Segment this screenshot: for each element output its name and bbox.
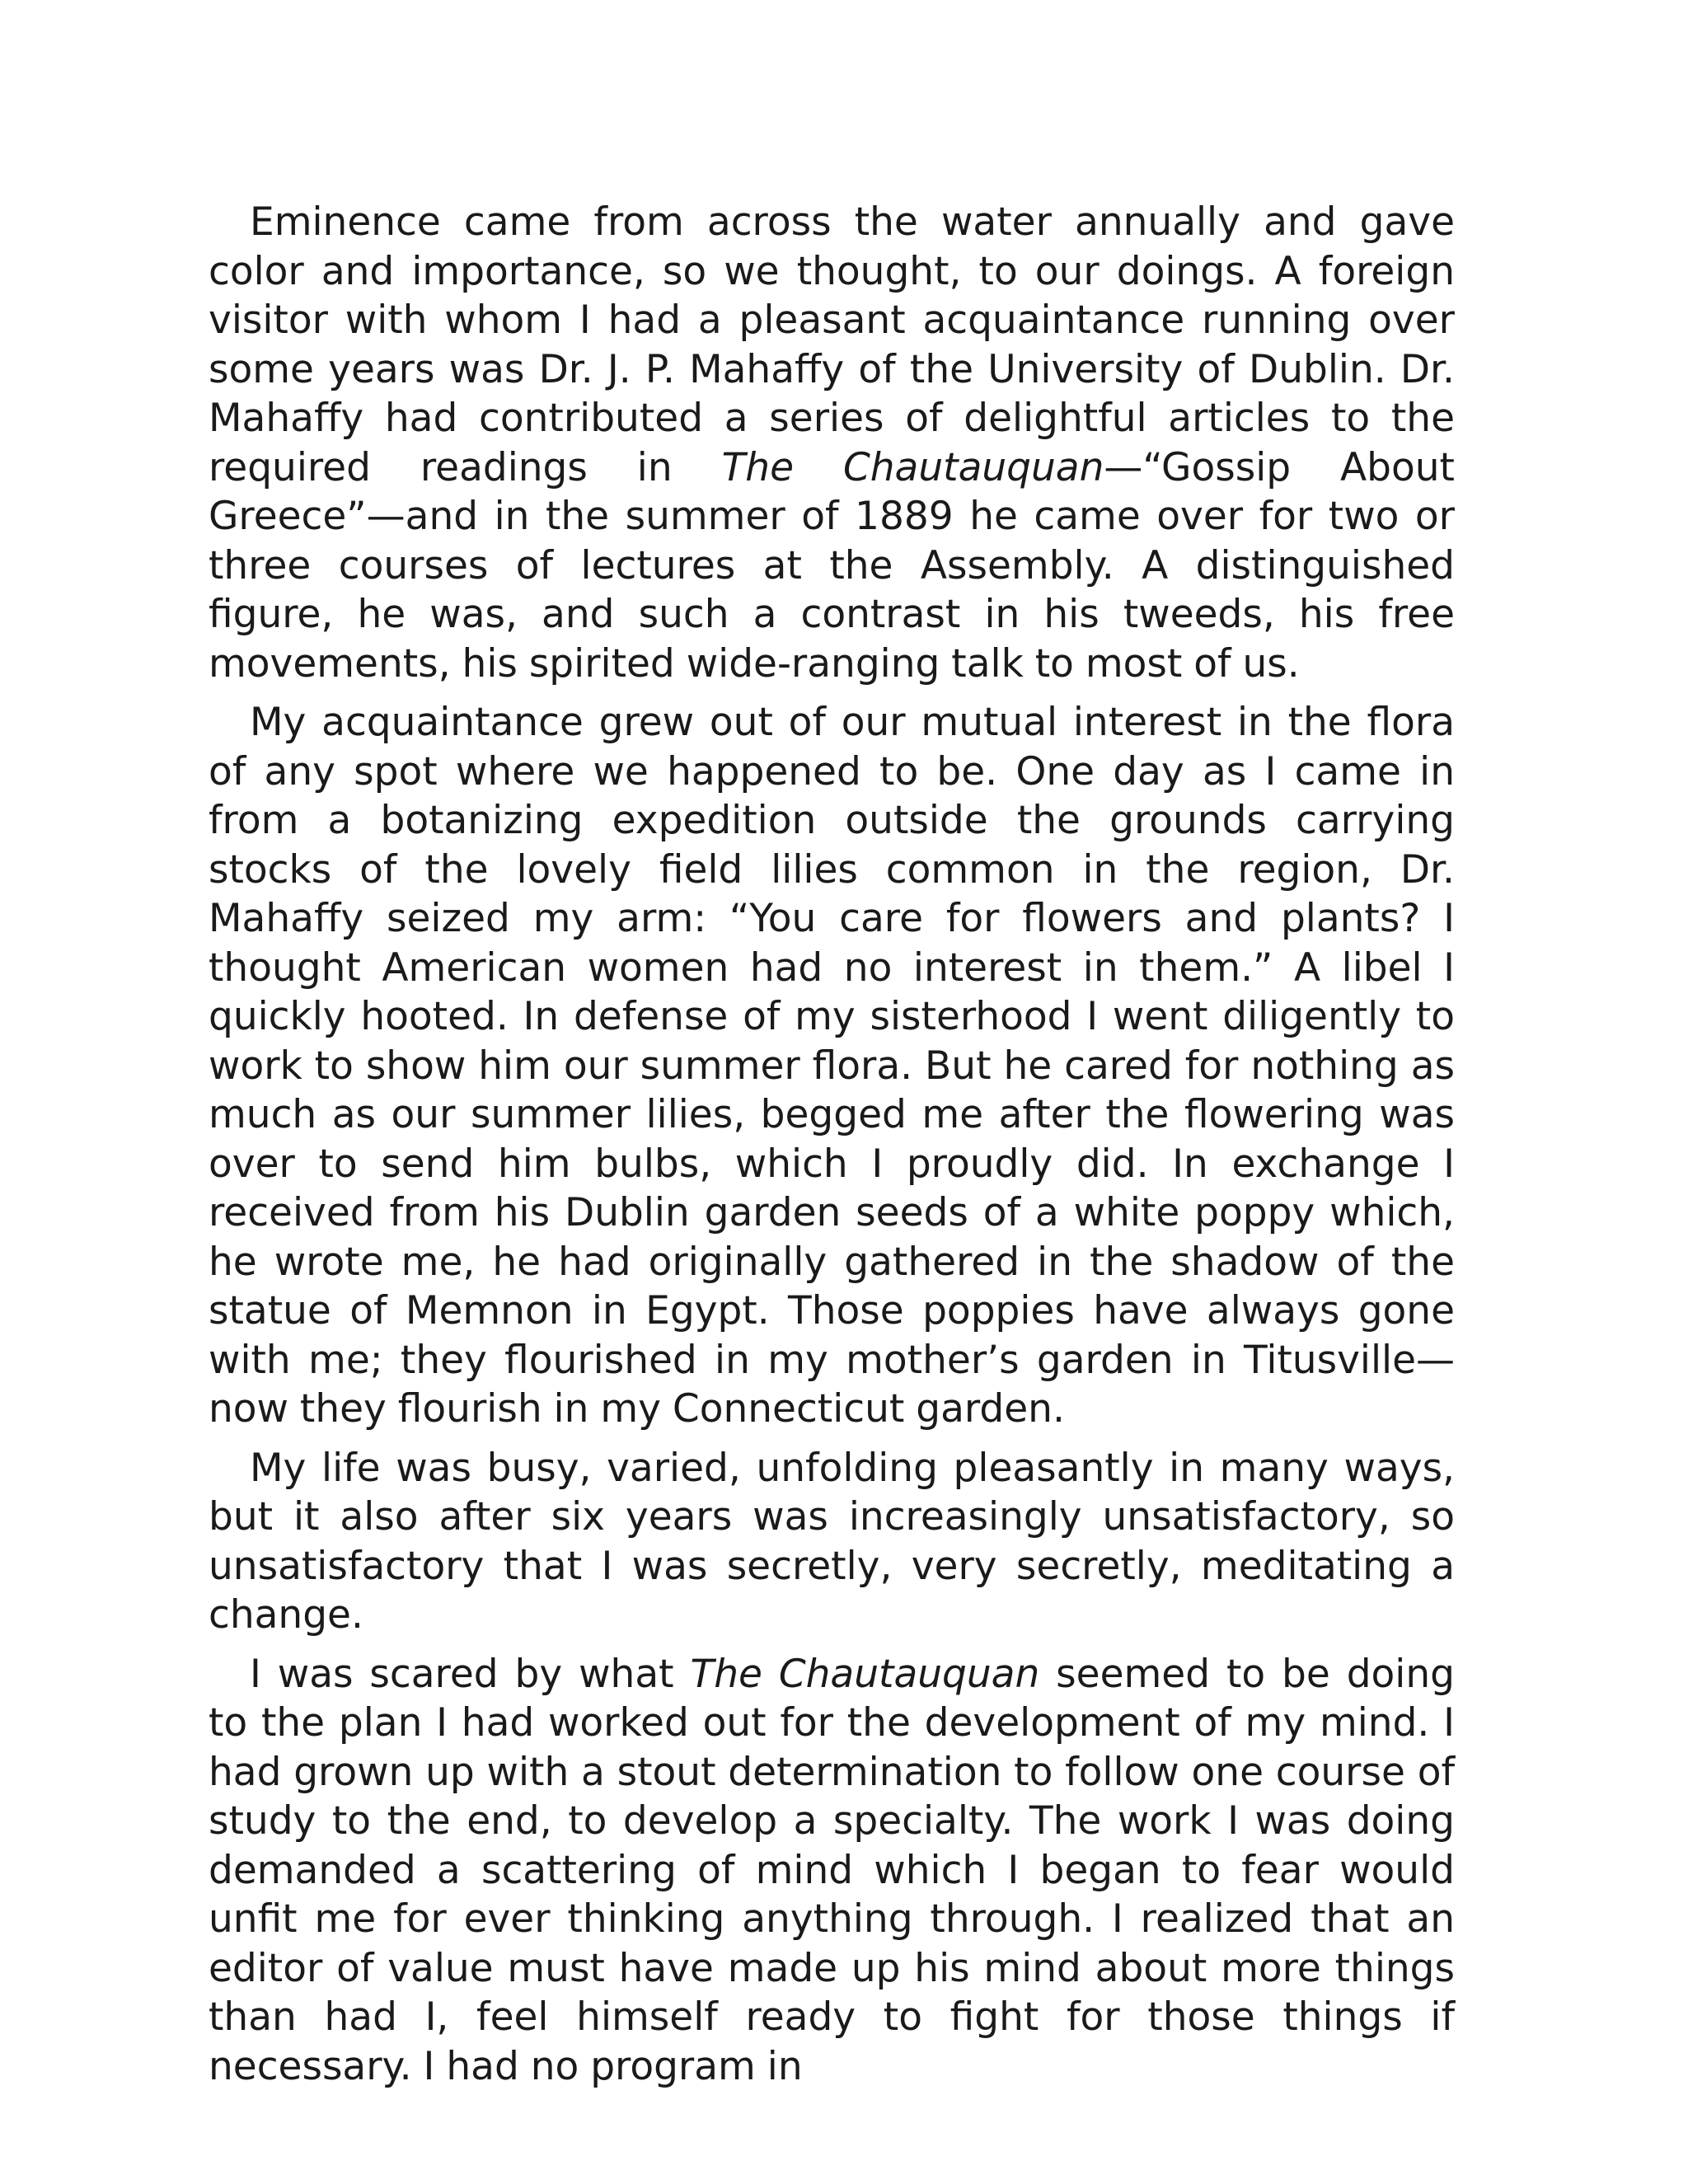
paragraph-2 [209,698,1455,1434]
paragraph-1-text-a: Eminence came from across the water annually and gave color and importance, so we thought, to our doings. A foreign visitor with whom I had a pleasant acquaintance running over some years was Dr. J. P. Mahaffy of the University of Dublin. Dr. Mahaffy had contributed a series of delightful articles to the required readings in [209,199,1455,490]
page-body [209,198,1455,2101]
paragraph-4-text-b: seemed to be doing to the plan I had worked out for the development of my mind. I had grown up with a stout determination to follow one course of study to the end, to develop a specialty. The work I was doing demanded a scattering of mind which I began to fear would unfit me for ever thinking anything through. I realized that an editor of value must have made up his mind about more things than had I, feel himself ready to fight for those things if necessary. I had no program in [209,1651,1455,2089]
paragraph-1-title-italic: The Chautauquan [721,444,1104,490]
paragraph-2-text: My acquaintance grew out of our mutual interest in the flora of any spot where we happened to be. One day as I came in from a botanizing expedition outside the grounds carrying stocks of the lovely field lilies common in the region, Dr. Mahaffy seized my arm: “You care for flowers and plants? I thought American women had no interest in them.” A libel I quickly hooted. In defense of my sisterhood I went diligently to work to show him our summer flora. But he cared for nothing as much as our summer lilies, begged me after the flowering was over to send him bulbs, which I proudly did. In exchange I received from his Dublin garden seeds of a white poppy which, he wrote me, he had originally gathered in the shadow of the statue of Memnon in Egypt. Those poppies have always gone with me; they flourished in my mother’s garden in Titusville—now they flourish in my Connecticut garden. [209,700,1455,1432]
paragraph-4-title-italic: The Chautauquan [690,1651,1040,1697]
paragraph-3 [209,1444,1455,1640]
paragraph-3-text: My life was busy, varied, unfolding pleasantly in many ways, but it also after six years was increasingly unsatisfactory, so unsatisfactory that I was secretly, very secretly, meditating a change. [209,1445,1455,1638]
paragraph-4 [209,1650,1455,2092]
paragraph-1 [209,198,1455,688]
paragraph-4-text-a: I was scared by what [250,1651,691,1697]
paragraph-1-text-b: —“Gossip About Greece”—and in the summer of 1889 he came over for two or three courses of lectures at the Assembly. A distinguished figure, he was, and such a contrast in his tweeds, his free movements, his spirited wide-ranging talk to most of us. [209,444,1455,687]
